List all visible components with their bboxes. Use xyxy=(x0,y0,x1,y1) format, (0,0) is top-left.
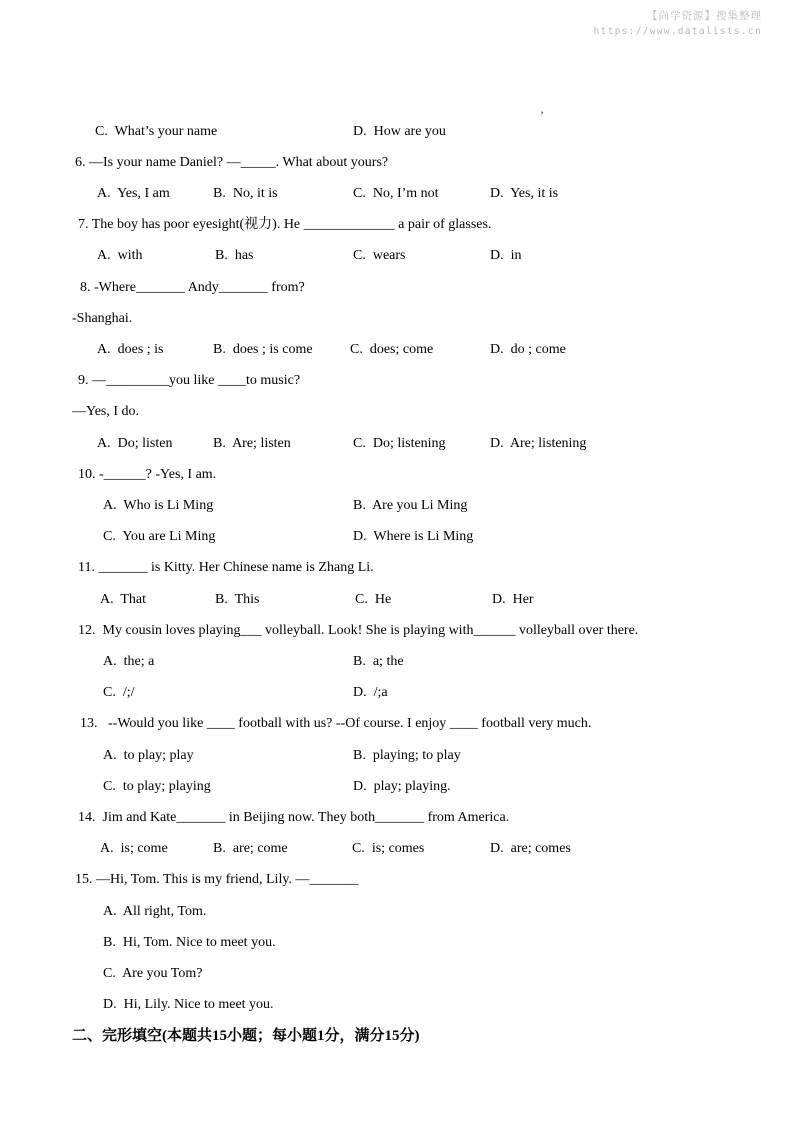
q13-option-b: B. playing; to play xyxy=(353,748,461,763)
q12-stem-row xyxy=(0,621,793,652)
q5-option-c: C. What’s your name xyxy=(95,124,218,139)
q10-stem-row xyxy=(0,465,793,496)
q10-option-d: D. Where is Li Ming xyxy=(353,529,474,544)
q13-options-row-cd xyxy=(0,777,793,808)
q8-answer-line-row xyxy=(0,309,793,340)
q13-stem: 13. --Would you like ____ football with us? --Of course. I enjoy ____ football very much. xyxy=(80,716,592,731)
q6-option-b: B. No, it is xyxy=(213,186,278,201)
watermark xyxy=(594,8,762,37)
q15-option-a: A. All right, Tom. xyxy=(103,904,207,919)
q12-stem: 12. My cousin loves playing___ volleyball. Look! She is playing with______ volleyball over there. xyxy=(78,623,639,638)
q10-options-row-ab xyxy=(0,496,793,527)
q13-stem-row xyxy=(0,714,793,745)
q9-stem-row xyxy=(0,371,793,402)
q15-option-d: D. Hi, Lily. Nice to meet you. xyxy=(103,997,274,1012)
q12-option-a: A. the; a xyxy=(103,654,155,669)
stray-apostrophe-mark: ’ xyxy=(540,108,544,122)
q11-stem: 11. _______ is Kitty. Her Chinese name is Zhang Li. xyxy=(78,560,374,575)
q10-options-row-cd xyxy=(0,527,793,558)
q7-options-row xyxy=(0,246,793,277)
q9-stem: 9. —_________you like ____to music? xyxy=(78,373,301,388)
q7-option-a: A. with xyxy=(97,248,143,263)
q15-option-a-row xyxy=(0,902,793,933)
q9-option-d: D. Are; listening xyxy=(490,436,587,451)
q9-option-b: B. Are; listen xyxy=(213,436,291,451)
q12-option-d: D. /;a xyxy=(353,685,388,700)
q15-stem-row xyxy=(0,870,793,901)
q10-option-b: B. Are you Li Ming xyxy=(353,498,468,513)
section-2-title: 二、完形填空(本题共15小题；每小题1分，满分15分) xyxy=(72,1028,420,1044)
q15-option-b: B. Hi, Tom. Nice to meet you. xyxy=(103,935,276,950)
q14-option-a: A. is; come xyxy=(100,841,168,856)
q8-stem-row xyxy=(0,278,793,309)
q7-option-d: D. in xyxy=(490,248,522,263)
q6-stem-row xyxy=(0,153,793,184)
q8-option-d: D. do ; come xyxy=(490,342,566,357)
q9-answer-line-row xyxy=(0,402,793,433)
q7-stem: 7. The boy has poor eyesight(视力). He _____________ a pair of glasses. xyxy=(78,217,492,232)
q15-option-c: C. Are you Tom? xyxy=(103,966,203,981)
section-2-header-row xyxy=(0,1026,793,1057)
q5-options-row-cd xyxy=(0,122,793,153)
q13-option-a: A. to play; play xyxy=(103,748,194,763)
q8-option-a: A. does ; is xyxy=(97,342,164,357)
q11-stem-row xyxy=(0,558,793,589)
q7-option-b: B. has xyxy=(215,248,254,263)
watermark-source-text: 【尚学资源】搜集整理 xyxy=(647,10,762,22)
q15-stem: 15. —Hi, Tom. This is my friend, Lily. —_______ xyxy=(75,872,359,887)
q6-stem: 6. —Is your name Daniel? —_____. What about yours? xyxy=(75,155,389,170)
q9-options-row xyxy=(0,434,793,465)
q10-stem: 10. -______? -Yes, I am. xyxy=(78,467,217,482)
q6-option-a: A. Yes, I am xyxy=(97,186,170,201)
watermark-url-text: https://www.datalists.cn xyxy=(593,26,762,37)
q9-answer-line: —Yes, I do. xyxy=(72,404,140,419)
q12-options-row-cd xyxy=(0,683,793,714)
q7-stem-row xyxy=(0,215,793,246)
q15-option-b-row xyxy=(0,933,793,964)
q13-option-d: D. play; playing. xyxy=(353,779,451,794)
q8-option-b: B. does ; is come xyxy=(213,342,313,357)
q8-answer-line: -Shanghai. xyxy=(72,311,133,326)
q7-option-c: C. wears xyxy=(353,248,406,263)
q10-option-c: C. You are Li Ming xyxy=(103,529,216,544)
q9-option-c: C. Do; listening xyxy=(353,436,446,451)
q14-option-d: D. are; comes xyxy=(490,841,571,856)
q15-option-c-row xyxy=(0,964,793,995)
q11-option-d: D. Her xyxy=(492,592,534,607)
q14-stem: 14. Jim and Kate_______ in Beijing now. They both_______ from America. xyxy=(78,810,510,825)
q8-stem: 8. -Where_______ Andy_______ from? xyxy=(80,280,305,295)
q12-options-row-ab xyxy=(0,652,793,683)
q13-options-row-ab xyxy=(0,746,793,777)
q12-option-b: B. a; the xyxy=(353,654,404,669)
q11-option-b: B. This xyxy=(215,592,260,607)
q6-options-row xyxy=(0,184,793,215)
q11-option-c: C. He xyxy=(355,592,392,607)
q14-option-b: B. are; come xyxy=(213,841,288,856)
q8-options-row xyxy=(0,340,793,371)
q13-option-c: C. to play; playing xyxy=(103,779,211,794)
q9-option-a: A. Do; listen xyxy=(97,436,173,451)
q8-option-c: C. does; come xyxy=(350,342,434,357)
q11-option-a: A. That xyxy=(100,592,147,607)
q14-stem-row xyxy=(0,808,793,839)
q6-option-d: D. Yes, it is xyxy=(490,186,559,201)
q5-option-d: D. How are you xyxy=(353,124,446,139)
q15-option-d-row xyxy=(0,995,793,1026)
q14-options-row xyxy=(0,839,793,870)
q12-option-c: C. /;/ xyxy=(103,685,135,700)
q11-options-row xyxy=(0,590,793,621)
q10-option-a: A. Who is Li Ming xyxy=(103,498,214,513)
q14-option-c: C. is; comes xyxy=(352,841,425,856)
q6-option-c: C. No, I’m not xyxy=(353,186,439,201)
